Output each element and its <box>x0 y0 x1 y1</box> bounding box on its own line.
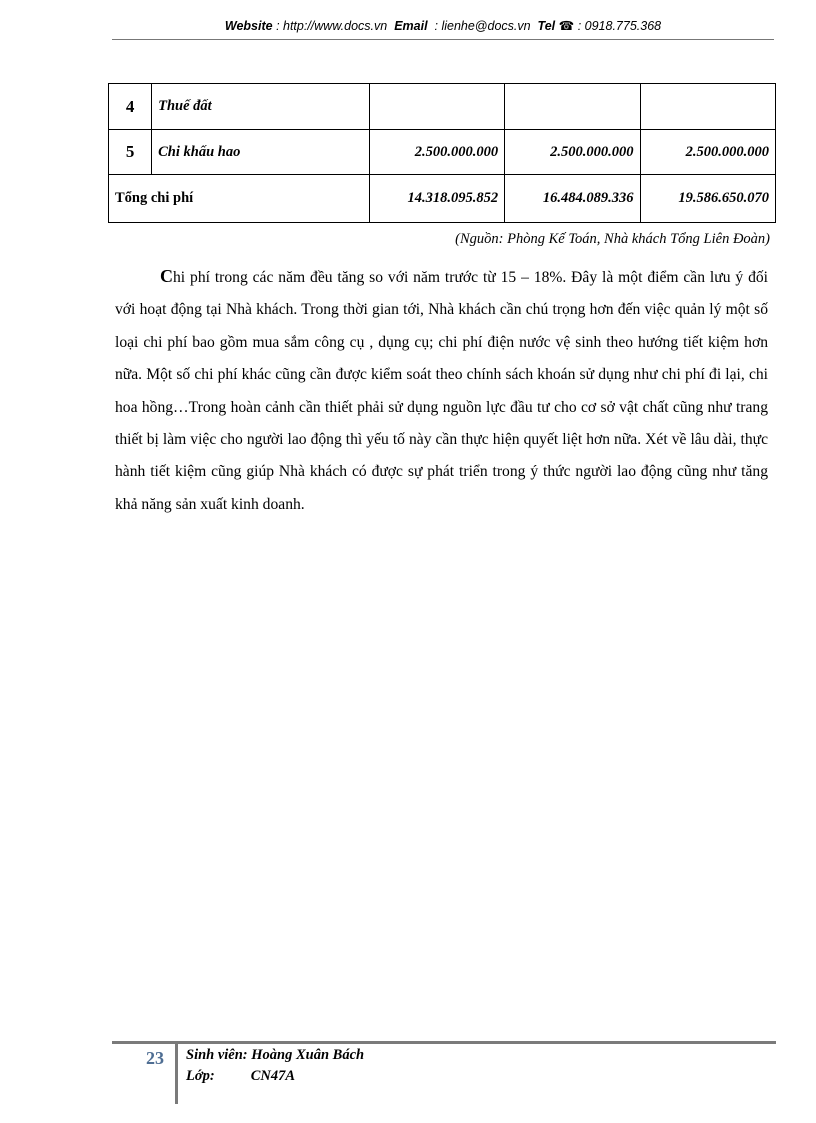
phone-icon: ☎ <box>558 19 575 33</box>
page-header <box>112 18 774 33</box>
tel-label: Tel <box>537 19 556 33</box>
row-value: 2.500.000.000 <box>640 130 775 175</box>
paragraph-text: hi phí trong các năm đều tăng so với năm trước từ 15 – 18%. Đây là một điểm cần lưu ý đối với hoạt động tại Nhà khách. Trong thời gian tới, Nhà khách cần chú trọng hơn đến việc quản lý một số loại chi phí bao gồm mua sắm công cụ , dụng cụ; chi phí điện nước vệ sinh theo hướng tiết kiệm hơn nữa. Một số chi phí khác cũng cần được kiểm soát theo chính sách khoán sử dụng như chi phí đi lại, chi hoa hồng…Trong hoàn cảnh cần thiết phải sử dụng nguồn lực đầu tư cho cơ sở vật chất cũng như trang thiết bị làm việc cho người lao động thì yếu tố này cần thực hiện quyết liệt hơn nữa. Xét về lâu dài, thực hành tiết kiệm cũng giúp Nhà khách có được sự phát triển trong ý thức người lao động cũng như tăng khả năng sản xuất kinh doanh. <box>115 269 768 513</box>
row-value <box>369 84 504 130</box>
row-value <box>505 84 640 130</box>
footer-divider <box>112 1041 776 1044</box>
footer-class <box>186 1068 295 1085</box>
total-row <box>109 175 776 223</box>
tel-number: : 0918.775.368 <box>577 19 662 33</box>
table-source-note: (Nguồn: Phòng Kế Toán, Nhà khách Tổng Liên Đoàn) <box>455 231 770 247</box>
email-address: : lienhe@docs.vn <box>434 19 531 33</box>
row-number: 4 <box>109 84 152 130</box>
row-label: Thuế đất <box>152 84 370 130</box>
row-value: 2.500.000.000 <box>369 130 504 175</box>
page-number: 23 <box>146 1048 164 1068</box>
footer-student: Sinh viên: Hoàng Xuân Bách <box>186 1047 365 1063</box>
row-value: 2.500.000.000 <box>505 130 640 175</box>
body-paragraph <box>115 260 768 521</box>
row-value <box>640 84 775 130</box>
total-value: 16.484.089.336 <box>505 175 640 223</box>
header-divider <box>112 39 774 40</box>
table-row <box>109 84 776 130</box>
email-label: Email <box>394 19 428 33</box>
table-row <box>109 130 776 175</box>
website-label: Website <box>224 19 273 33</box>
row-label: Chi khấu hao <box>152 130 370 175</box>
class-label: Lớp: <box>186 1068 215 1084</box>
row-number: 5 <box>109 130 152 175</box>
total-value: 14.318.095.852 <box>369 175 504 223</box>
total-value: 19.586.650.070 <box>640 175 775 223</box>
website-url: : http://www.docs.vn <box>276 19 388 33</box>
class-value: CN47A <box>250 1068 296 1084</box>
cost-table <box>108 83 776 223</box>
paragraph-initial: C <box>160 266 173 286</box>
total-label: Tổng chi phí <box>109 175 370 223</box>
footer-vertical-divider <box>175 1044 178 1104</box>
